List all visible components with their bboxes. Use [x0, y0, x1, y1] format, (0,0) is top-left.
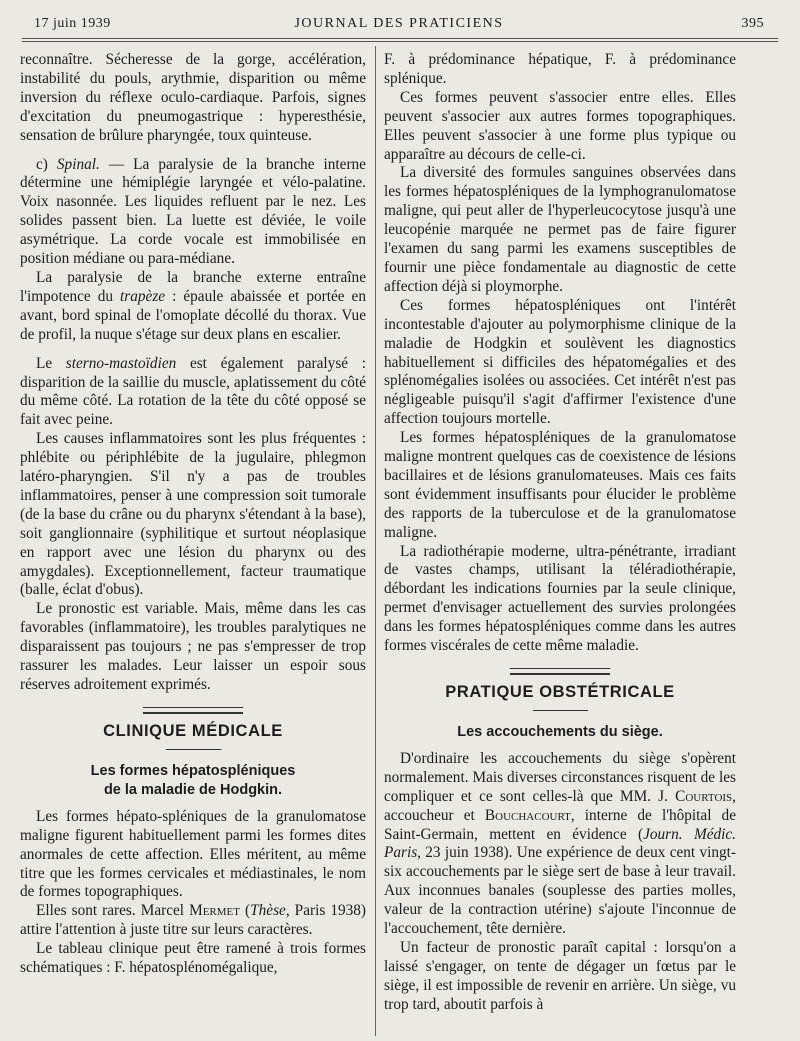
- header-rule: [22, 38, 778, 42]
- section-rule: [166, 749, 221, 750]
- author-name: Courtois: [675, 787, 733, 805]
- section-ornament: [143, 707, 243, 714]
- italic-term: trapèze: [120, 287, 166, 305]
- page-number: 395: [741, 16, 764, 31]
- paragraph: D'ordinaire les accouchements du siège s'opèrent normalement. Mais diverses circonstances risquent de les compliquer et ce sont celles-là que MM. J. Courtois, accoucheur et Bouchacourt, interne de l'hôpital de Saint-Germain, mettent en évidence (Journ. Médic. Paris, 23 juin 1938). Une expérience de deux cent vingt-six accouchements par le siège sert de base à leur travail. Aux inconnues banales (souplesse des parties molles, valeur de la contraction utérine) s'ajoute l'inconnue de l'accouchement, tête dernière.: [384, 749, 736, 938]
- author-name: Mermet: [189, 902, 240, 920]
- paragraph: Le pronostic est variable. Mais, même dans les cas favorables (inflammatoire), les troubles paralytiques ne disparaissent pas toujours ; ne pas s'empresser de trop rassurer les malades. Leur laisser un espoir sous réserves adroitement exprimés.: [20, 600, 366, 693]
- paragraph: Ces formes peuvent s'associer entre elles. Elles peuvent s'associer aux autres formes topographiques. Elles peuvent s'associer à une forme plus typique ou apparaître au décours de celle-ci.: [384, 88, 736, 163]
- paragraph: Les causes inflammatoires sont les plus fréquentes : phlébite ou périphlébite de la jugulaire, phlegmon latéro-pharyngien. S'il n'y a pas de troubles inflammatoires, penser à une compression soit tumorale (de la base du crâne ou du pharynx s'étendant à la base), soit ganglionnaire (syphilitique et surtout néoplasique en rapport avec une lésion du pharynx ou des amygdales). Exceptionnellement, facteur traumatique (balle, éclat d'obus).: [20, 430, 366, 599]
- italic-term: Journ. Médic. Paris: [384, 825, 736, 862]
- paragraph: La diversité des formules sanguines observées dans les formes hépatospléniques de la lymphogranulomatose maligne, qui peut aller de l'hyperleucocytose jusqu'à une leucopénie marquée ne permet pas de faire figurer l'examen du sang parmi les examens susceptibles de fournir une pièce fondamentale au diagnostic de cette affection déjà si ploymorphe.: [384, 164, 736, 295]
- right-column: [384, 51, 736, 1015]
- paragraph: La paralysie de la branche externe entraîne l'impotence du trapèze : épaule abaissée et portée en avant, bord spinal de l'omoplate décollé du thorax. Vue de profil, la nuque s'étage sur deux plans en escalier.: [20, 268, 366, 343]
- section-title: PRATIQUE OBSTÉTRICALE: [445, 683, 675, 701]
- paragraph: F. à prédominance hépatique, F. à prédominance splénique.: [384, 51, 736, 87]
- article-title: Les formes hépatospléniques de la maladie de Hodgkin.: [90, 762, 296, 798]
- column-divider: [375, 46, 376, 1036]
- italic-term: sterno-mastoïdien: [65, 354, 177, 372]
- italic-term: Spinal.: [56, 155, 100, 173]
- author-name: Bouchacourt: [484, 806, 571, 824]
- paragraph: Les formes hépatospléniques de la granulomatose maligne montrent quelques cas de coexistence de lésions bacillaires et de lésions granulomateuses. Mais ces faits sont évidemment insuffisants pour élucider le problème des rapports de la tuberculose et de la granulomatose maligne.: [384, 429, 736, 541]
- section-rule: [533, 710, 588, 711]
- paragraph: Elles sont rares. Marcel Mermet (Thèse, Paris 1938) attire l'attention à juste titre sur leurs caractères.: [20, 902, 367, 939]
- paragraph: Les formes hépato-spléniques de la granulomatose maligne figurent habituellement parmi les formes dites anormales de cette affection. Elles méritent, au même titre que les formes cervicales et médiastinales, le nom de formes topographiques.: [20, 807, 366, 901]
- left-column: [20, 51, 366, 978]
- paragraph: La radiothérapie moderne, ultra-pénétrante, irradiant de vastes champs, utilisant la téléradiothérapie, débordant les indications fournies par la seule clinique, permet d'envisager actuellement des survies prolongées dans les formes hépatospléniques comme dans les autres formes viscérales de cette même maladie.: [384, 542, 736, 655]
- section-title: CLINIQUE MÉDICALE: [103, 721, 283, 740]
- paragraph-spinal: c) Spinal. — La paralysie de la branche interne détermine une hémiplégie laryngée et vélo-palatine. Voix nasonnée. Les liquides refluent par le nez. Les solides passent bien. La luette est déviée, le voile asymétrique. La corde vocale est immobilisée en position médiane ou para-médiane.: [20, 155, 366, 268]
- paragraph: Un facteur de pronostic paraît capital : lorsqu'on a laissé s'engager, on tente de dégager un fœtus par le siège, il est impossible de revenir en arrière. Un siège, vu trop tard, aboutit parfois à: [384, 938, 736, 1013]
- italic-term: Thèse: [250, 902, 286, 920]
- section-ornament: [510, 668, 610, 675]
- header-date: 17 juin 1939: [34, 16, 111, 31]
- article-title: Les accouchements du siège.: [457, 723, 663, 740]
- paragraph: reconnaître. Sécheresse de la gorge, accélération, instabilité du pouls, arythmie, disparition ou même inversion du réflexe oculo-cardiaque. Parfois, signes d'excitation du pneumogastrique : hyperesthésie, sensation de brûlure pharyngée, toux quinteuse.: [20, 51, 366, 144]
- paragraph: Ces formes hépatospléniques ont l'intérêt incontestable d'ajouter au polymorphisme clinique de la maladie de Hodgkin et soulèvent les diagnostics habituellement si difficiles des hépatomégalies et des splénomégalies isolées ou associées. Cet intérêt n'est pas négligeable puisqu'il s'agit d'affirmer l'existence d'une affection toujours mortelle.: [384, 296, 736, 428]
- paragraph: Le tableau clinique peut être ramené à trois formes schématiques : F. hépatosplénomégalique,: [20, 940, 366, 977]
- paragraph: Le sterno-mastoïdien est également paralysé : disparition de la saillie du muscle, aplatissement du côté du même côté. La rotation de la tête du côté opposé se fait avec peine.: [20, 354, 366, 429]
- running-header: [34, 14, 764, 36]
- journal-title: JOURNAL DES PRATICIENS: [294, 16, 504, 31]
